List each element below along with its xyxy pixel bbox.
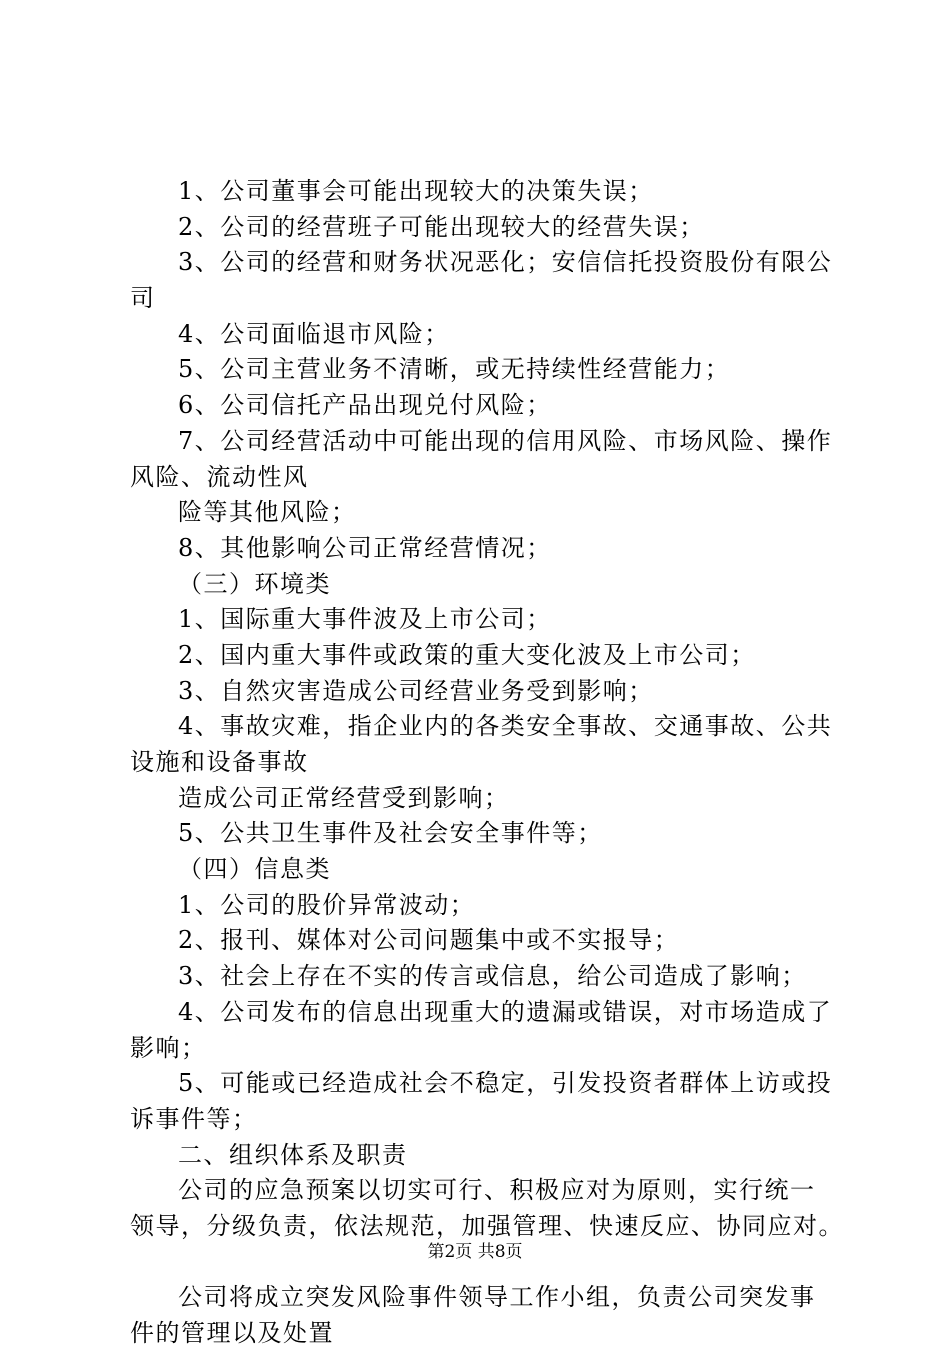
text-line: 4、事故灾难，指企业内的各类安全事故、交通事故、公共 [178, 712, 833, 741]
text-line: 8、其他影响公司正常经营情况； [178, 533, 552, 562]
text-line: 造成公司正常经营受到影响； [178, 783, 510, 812]
text-line: 5、公司主营业务不清晰，或无持续性经营能力； [178, 355, 731, 384]
text-line: 影响； [130, 1033, 207, 1062]
text-line: 5、可能或已经造成社会不稳定，引发投资者群体上访或投 [178, 1069, 833, 1098]
text-line: 3、自然灾害造成公司经营业务受到影响； [178, 676, 654, 705]
text-line: 诉事件等； [130, 1104, 258, 1133]
text-line: （三）环境类 [178, 569, 331, 598]
document-body [130, 174, 844, 1352]
text-line: 4、公司面临退市风险； [178, 319, 450, 348]
text-line: 4、公司发布的信息出现重大的遗漏或错误，对市场造成了 [178, 997, 833, 1026]
text-line: 2、公司的经营班子可能出现较大的经营失误； [178, 212, 705, 241]
text-line: 2、国内重大事件或政策的重大变化波及上市公司； [178, 640, 756, 669]
text-line: （四）信息类 [178, 855, 331, 884]
text-line: 7、公司经营活动中可能出现的信用风险、市场风险、操作 [178, 426, 833, 455]
text-line: 司 [130, 284, 156, 313]
text-line: 1、国际重大事件波及上市公司； [178, 605, 552, 634]
text-line: 3、公司的经营和财务状况恶化；安信信托投资股份有限公 [178, 248, 833, 277]
text-line: 1、公司董事会可能出现较大的决策失误； [178, 177, 654, 205]
text-line: 1、公司的股价异常波动； [178, 890, 476, 919]
text-line: 二、组织体系及职责 [178, 1140, 408, 1169]
page-footer: 第2页 共8页 [427, 1242, 523, 1262]
text-line: 6、公司信托产品出现兑付风险； [178, 391, 552, 420]
text-line: 件的管理以及处置 [130, 1319, 334, 1347]
text-line: 险等其他风险； [178, 498, 357, 527]
text-line: 3、社会上存在不实的传言或信息，给公司造成了影响； [178, 962, 807, 991]
text-line: 风险、流动性风 [130, 462, 309, 491]
text-line: 2、报刊、媒体对公司问题集中或不实报导； [178, 926, 680, 955]
text-line: 公司的应急预案以切实可行、积极应对为原则，实行统一 [178, 1176, 816, 1205]
text-line: 领导，分级负责，依法规范，加强管理、快速反应、协同应对。 [130, 1211, 844, 1240]
text-line: 5、公共卫生事件及社会安全事件等； [178, 819, 603, 848]
text-line: 设施和设备事故 [130, 748, 309, 776]
text-line: 公司将成立突发风险事件领导工作小组，负责公司突发事 [178, 1283, 816, 1312]
